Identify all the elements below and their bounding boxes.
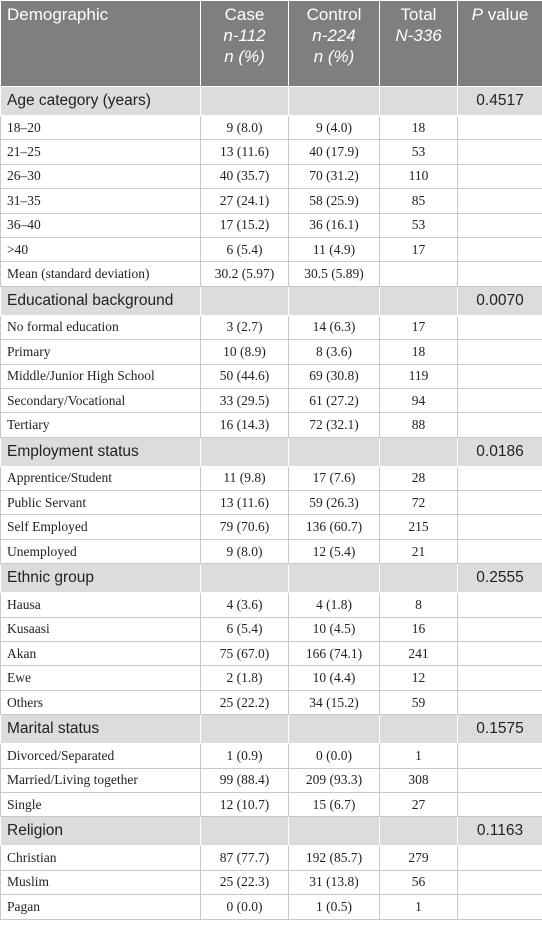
table-row: [1, 340, 542, 364]
row-p-value-empty: [458, 870, 542, 894]
row-total: 279: [380, 846, 458, 870]
header-total: [380, 1, 458, 87]
row-label: Ewe: [1, 666, 201, 690]
row-case: 1 (0.9): [201, 744, 289, 768]
table-row: [1, 466, 542, 490]
row-total: 12: [380, 666, 458, 690]
header-row: [1, 1, 542, 87]
row-case: 9 (8.0): [201, 539, 289, 563]
row-case: 40 (35.7): [201, 164, 289, 188]
row-p-value-empty: [458, 388, 542, 412]
row-p-value-empty: [458, 213, 542, 237]
section-case-empty: [201, 715, 289, 744]
row-control: 58 (25.9): [289, 189, 380, 213]
row-p-value-empty: [458, 491, 542, 515]
row-control: 136 (60.7): [289, 515, 380, 539]
section-total-empty: [380, 817, 458, 846]
row-total: 8: [380, 593, 458, 617]
row-label: Unemployed: [1, 539, 201, 563]
section-title: Age category (years): [1, 87, 201, 116]
table-row: [1, 593, 542, 617]
table-row: [1, 388, 542, 412]
row-label: Kusaasi: [1, 617, 201, 641]
section-title: Educational background: [1, 286, 201, 315]
table-row: [1, 213, 542, 237]
row-total: 18: [380, 116, 458, 140]
section-header-row: [1, 437, 542, 466]
row-total: 53: [380, 213, 458, 237]
row-case: 6 (5.4): [201, 617, 289, 641]
row-case: 3 (2.7): [201, 315, 289, 339]
section-title: Employment status: [1, 437, 201, 466]
row-p-value-empty: [458, 690, 542, 714]
row-label: Married/Living together: [1, 768, 201, 792]
section-p-value: 0.1575: [458, 715, 542, 744]
row-control: 36 (16.1): [289, 213, 380, 237]
header-case-pct: n (%): [224, 47, 265, 66]
table-row: [1, 237, 542, 261]
section-case-empty: [201, 286, 289, 315]
row-total: 28: [380, 466, 458, 490]
section-total-empty: [380, 715, 458, 744]
row-total: 21: [380, 539, 458, 563]
table-row: [1, 140, 542, 164]
row-total: 110: [380, 164, 458, 188]
row-p-value-empty: [458, 617, 542, 641]
row-p-value-empty: [458, 593, 542, 617]
row-case: 50 (44.6): [201, 364, 289, 388]
section-case-empty: [201, 564, 289, 593]
row-case: 12 (10.7): [201, 792, 289, 816]
header-control-pct: n (%): [313, 47, 355, 66]
row-control: 59 (26.3): [289, 491, 380, 515]
row-p-value-empty: [458, 364, 542, 388]
row-p-value-empty: [458, 164, 542, 188]
row-label: Pagan: [1, 895, 201, 919]
section-control-empty: [289, 817, 380, 846]
row-control: 1 (0.5): [289, 895, 380, 919]
row-total: 72: [380, 491, 458, 515]
row-case: 30.2 (5.97): [201, 262, 289, 286]
row-total: [380, 262, 458, 286]
row-control: 61 (27.2): [289, 388, 380, 412]
table-row: [1, 617, 542, 641]
table-row: [1, 262, 542, 286]
section-header-row: [1, 564, 542, 593]
header-control-label: Control: [306, 5, 362, 24]
section-p-value: 0.2555: [458, 564, 542, 593]
section-control-empty: [289, 286, 380, 315]
row-label: Akan: [1, 642, 201, 666]
section-control-empty: [289, 564, 380, 593]
row-total: 16: [380, 617, 458, 641]
row-control: 15 (6.7): [289, 792, 380, 816]
row-case: 13 (11.6): [201, 491, 289, 515]
row-total: 215: [380, 515, 458, 539]
row-case: 13 (11.6): [201, 140, 289, 164]
row-control: 10 (4.5): [289, 617, 380, 641]
row-control: 0 (0.0): [289, 744, 380, 768]
row-label: Mean (standard deviation): [1, 262, 201, 286]
header-p-italic: P: [471, 5, 483, 24]
row-p-value-empty: [458, 666, 542, 690]
table-row: [1, 315, 542, 339]
section-title: Ethnic group: [1, 564, 201, 593]
section-case-empty: [201, 817, 289, 846]
row-total: 119: [380, 364, 458, 388]
row-total: 94: [380, 388, 458, 412]
section-total-empty: [380, 564, 458, 593]
row-p-value-empty: [458, 116, 542, 140]
row-control: 9 (4.0): [289, 116, 380, 140]
row-label: 21–25: [1, 140, 201, 164]
row-case: 0 (0.0): [201, 895, 289, 919]
section-total-empty: [380, 437, 458, 466]
row-p-value-empty: [458, 262, 542, 286]
row-control: 10 (4.4): [289, 666, 380, 690]
row-label: >40: [1, 237, 201, 261]
section-case-empty: [201, 437, 289, 466]
section-p-value: 0.0070: [458, 286, 542, 315]
table-row: [1, 491, 542, 515]
row-control: 4 (1.8): [289, 593, 380, 617]
row-p-value-empty: [458, 846, 542, 870]
section-control-empty: [289, 715, 380, 744]
row-p-value-empty: [458, 315, 542, 339]
row-label: Tertiary: [1, 413, 201, 437]
row-p-value-empty: [458, 340, 542, 364]
table-row: [1, 642, 542, 666]
row-p-value-empty: [458, 768, 542, 792]
table-row: [1, 189, 542, 213]
section-p-value: 0.4517: [458, 87, 542, 116]
header-control-n: n-224: [312, 26, 356, 45]
row-p-value-empty: [458, 642, 542, 666]
row-control: 11 (4.9): [289, 237, 380, 261]
section-total-empty: [380, 87, 458, 116]
table-row: [1, 768, 542, 792]
section-p-value: 0.1163: [458, 817, 542, 846]
row-label: Single: [1, 792, 201, 816]
row-p-value-empty: [458, 744, 542, 768]
section-control-empty: [289, 437, 380, 466]
row-case: 27 (24.1): [201, 189, 289, 213]
row-case: 10 (8.9): [201, 340, 289, 364]
row-control: 166 (74.1): [289, 642, 380, 666]
row-control: 192 (85.7): [289, 846, 380, 870]
row-total: 17: [380, 315, 458, 339]
row-p-value-empty: [458, 895, 542, 919]
row-label: Secondary/Vocational: [1, 388, 201, 412]
row-total: 1: [380, 895, 458, 919]
header-demographic: [1, 1, 201, 87]
table-row: [1, 413, 542, 437]
table-row: [1, 895, 542, 919]
row-case: 33 (29.5): [201, 388, 289, 412]
row-label: 18–20: [1, 116, 201, 140]
header-demographic-label: Demographic: [7, 5, 109, 24]
row-p-value-empty: [458, 140, 542, 164]
row-label: No formal education: [1, 315, 201, 339]
row-total: 59: [380, 690, 458, 714]
row-total: 27: [380, 792, 458, 816]
row-label: Others: [1, 690, 201, 714]
row-control: 14 (6.3): [289, 315, 380, 339]
table-row: [1, 116, 542, 140]
header-case-n: n-112: [223, 26, 266, 45]
header-p-rest: value: [487, 5, 529, 24]
table-body: [1, 87, 542, 920]
table-row: [1, 364, 542, 388]
row-p-value-empty: [458, 237, 542, 261]
row-total: 18: [380, 340, 458, 364]
row-p-value-empty: [458, 515, 542, 539]
row-case: 17 (15.2): [201, 213, 289, 237]
section-header-row: [1, 715, 542, 744]
row-control: 70 (31.2): [289, 164, 380, 188]
table-row: [1, 164, 542, 188]
table-row: [1, 539, 542, 563]
row-case: 75 (67.0): [201, 642, 289, 666]
row-case: 99 (88.4): [201, 768, 289, 792]
row-case: 9 (8.0): [201, 116, 289, 140]
header-case: [201, 1, 289, 87]
row-label: Public Servant: [1, 491, 201, 515]
row-label: 26–30: [1, 164, 201, 188]
table-row: [1, 870, 542, 894]
row-case: 79 (70.6): [201, 515, 289, 539]
row-control: 17 (7.6): [289, 466, 380, 490]
header-total-n: N-336: [395, 26, 442, 45]
row-label: 36–40: [1, 213, 201, 237]
header-control: [289, 1, 380, 87]
row-label: Christian: [1, 846, 201, 870]
section-title: Religion: [1, 817, 201, 846]
row-label: Hausa: [1, 593, 201, 617]
row-case: 11 (9.8): [201, 466, 289, 490]
row-case: 4 (3.6): [201, 593, 289, 617]
row-case: 16 (14.3): [201, 413, 289, 437]
header-total-label: Total: [400, 5, 437, 24]
table-row: [1, 515, 542, 539]
row-case: 2 (1.8): [201, 666, 289, 690]
row-p-value-empty: [458, 189, 542, 213]
row-case: 6 (5.4): [201, 237, 289, 261]
table-row: [1, 744, 542, 768]
row-p-value-empty: [458, 792, 542, 816]
section-header-row: [1, 87, 542, 116]
row-label: Self Employed: [1, 515, 201, 539]
section-control-empty: [289, 87, 380, 116]
row-total: 1: [380, 744, 458, 768]
row-p-value-empty: [458, 413, 542, 437]
row-p-value-empty: [458, 539, 542, 563]
section-case-empty: [201, 87, 289, 116]
row-total: 53: [380, 140, 458, 164]
row-control: 12 (5.4): [289, 539, 380, 563]
table-row: [1, 792, 542, 816]
section-header-row: [1, 817, 542, 846]
section-title: Marital status: [1, 715, 201, 744]
row-case: 25 (22.2): [201, 690, 289, 714]
row-control: 8 (3.6): [289, 340, 380, 364]
row-label: Muslim: [1, 870, 201, 894]
row-control: 40 (17.9): [289, 140, 380, 164]
row-control: 34 (15.2): [289, 690, 380, 714]
header-p-value: [458, 1, 542, 87]
header-case-label: Case: [224, 5, 265, 24]
row-label: Primary: [1, 340, 201, 364]
row-case: 25 (22.3): [201, 870, 289, 894]
row-total: 17: [380, 237, 458, 261]
row-control: 31 (13.8): [289, 870, 380, 894]
row-total: 85: [380, 189, 458, 213]
row-total: 88: [380, 413, 458, 437]
table-row: [1, 666, 542, 690]
table-row: [1, 690, 542, 714]
row-control: 72 (32.1): [289, 413, 380, 437]
row-total: 308: [380, 768, 458, 792]
row-label: 31–35: [1, 189, 201, 213]
table-row: [1, 846, 542, 870]
section-p-value: 0.0186: [458, 437, 542, 466]
row-control: 209 (93.3): [289, 768, 380, 792]
row-p-value-empty: [458, 466, 542, 490]
section-total-empty: [380, 286, 458, 315]
row-label: Middle/Junior High School: [1, 364, 201, 388]
row-label: Apprentice/Student: [1, 466, 201, 490]
row-case: 87 (77.7): [201, 846, 289, 870]
row-control: 69 (30.8): [289, 364, 380, 388]
section-header-row: [1, 286, 542, 315]
row-control: 30.5 (5.89): [289, 262, 380, 286]
row-label: Divorced/Separated: [1, 744, 201, 768]
row-total: 56: [380, 870, 458, 894]
row-total: 241: [380, 642, 458, 666]
